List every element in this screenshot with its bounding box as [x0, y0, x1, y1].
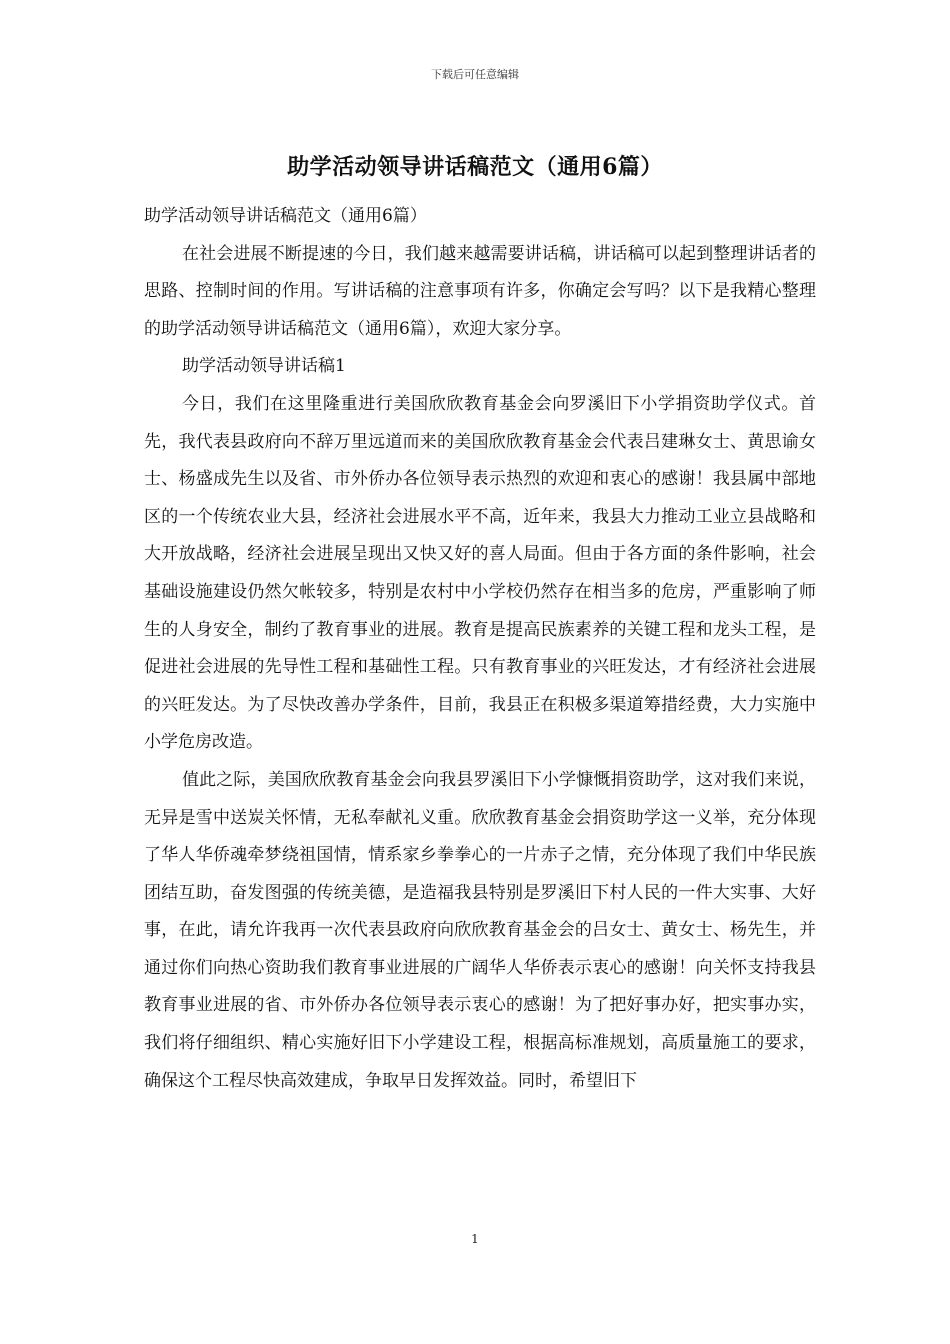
page-number: 1 — [471, 1232, 479, 1246]
document-body — [144, 198, 816, 1100]
document-subtitle: 助学活动领导讲话稿范文（通用6篇） — [144, 206, 427, 226]
document-title: 助学活动领导讲话稿范文（通用6篇） — [287, 154, 663, 180]
page-header-note: 下载后可任意编辑 — [431, 68, 519, 81]
intro-paragraph: 在社会进展不断提速的今日，我们越来越需要讲话稿，讲话稿可以起到整理讲话者的思路、控制时间的作用。写讲话稿的注意事项有许多，你确定会写吗？以下是我精心整理的助学活动领导讲话稿范文（通用6篇），欢迎大家分享。 — [144, 243, 816, 339]
body-paragraph-1: 今日，我们在这里隆重进行美国欣欣教育基金会向罗溪旧下小学捐资助学仪式。首先，我代表县政府向不辞万里远道而来的美国欣欣教育基金会代表吕建琳女士、黄思谕女士、杨盛成先生以及省、市外侨办各位领导表示热烈的欢迎和衷心的感谢！我县属中部地区的一个传统农业大县，经济社会进展水平不高，近年来，我县大力推动工业立县战略和大开放战略，经济社会进展呈现出又快又好的喜人局面。但由于各方面的条件影响，社会基础设施建设仍然欠帐较多，特别是农村中小学校仍然存在相当多的危房，严重影响了师生的人身安全，制约了教育事业的进展。教育是提高民族素养的关键工程和龙头工程，是促进社会进展的先导性工程和基础性工程。只有教育事业的兴旺发达，才有经济社会进展的兴旺发达。为了尽快改善办学条件，目前，我县正在积极多渠道筹措经费，大力实施中小学危房改造。 — [144, 393, 816, 753]
section-heading: 助学活动领导讲话稿1 — [182, 356, 346, 377]
body-paragraph-2: 值此之际，美国欣欣教育基金会向我县罗溪旧下小学慷慨捐资助学，这对我们来说，无异是雪中送炭关怀情，无私奉献礼义重。欣欣教育基金会捐资助学这一义举，充分体现了华人华侨魂牵梦绕祖国情，情系家乡拳拳心的一片赤子之情，充分体现了我们中华民族团结互助，奋发图强的传统美德，是造福我县特别是罗溪旧下村人民的一件大实事、大好事，在此，请允许我再一次代表县政府向欣欣教育基金会的吕女士、黄女士、杨先生，并通过你们向热心资助我们教育事业进展的广阔华人华侨表示衷心的感谢！向关怀支持我县教育事业进展的省、市外侨办各位领导表示衷心的感谢！为了把好事办好，把实事办实，我们将仔细组织、精心实施好旧下小学建设工程，根据高标准规划，高质量施工的要求，确保这个工程尽快高效建成，争取早日发挥效益。同时，希望旧下 — [144, 769, 816, 1091]
